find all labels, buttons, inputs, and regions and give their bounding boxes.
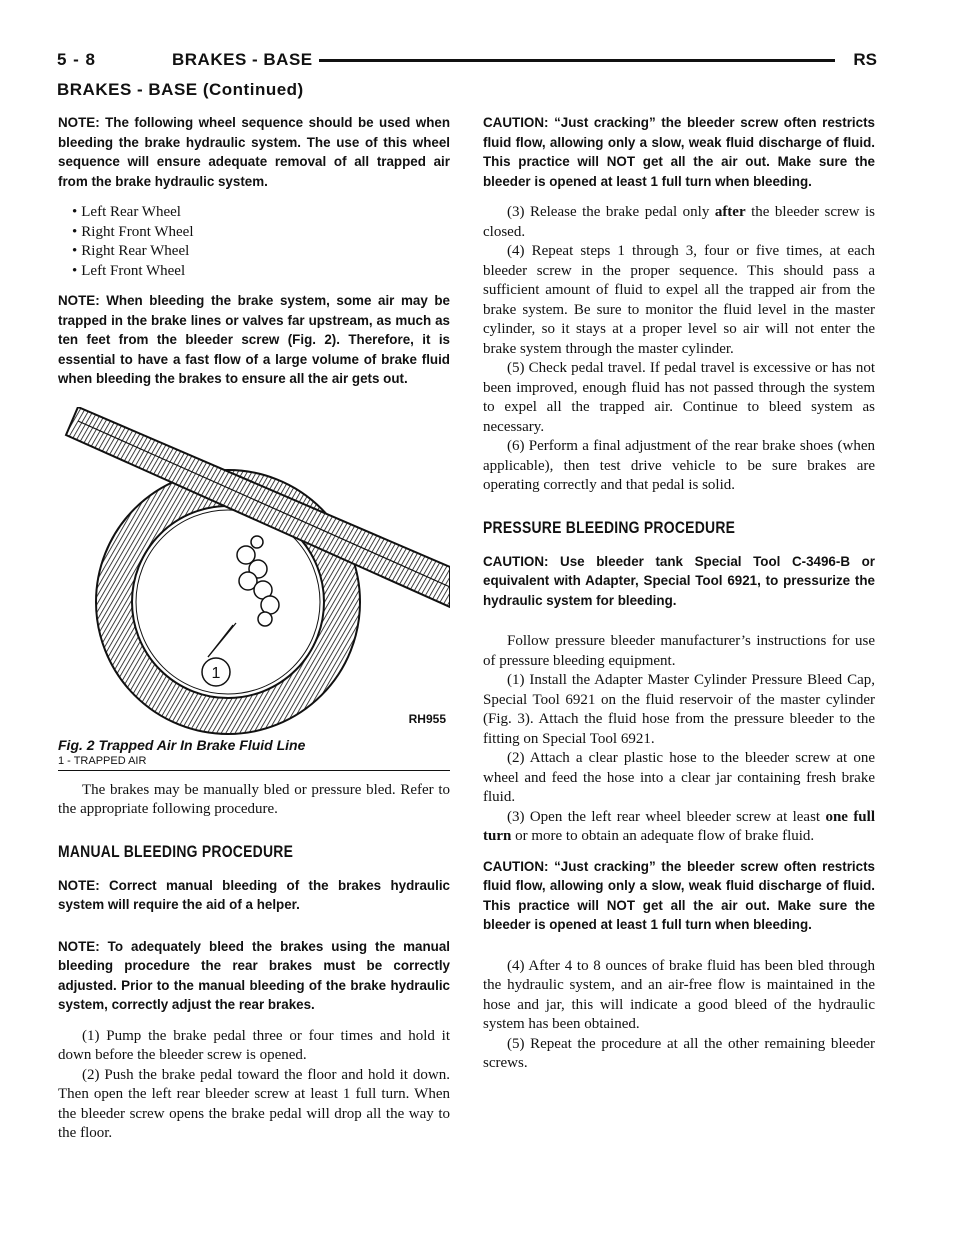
list-item: • Left Front Wheel [72,262,450,282]
figure-caption: Fig. 2 Trapped Air In Brake Fluid Line [58,736,306,753]
manual-step-1: (1) Pump the brake pedal three or four times and hold it down before the bleeder screw is opened. [58,1027,450,1063]
pressure-step-4: (4) After 4 to 8 ounces of brake fluid has been bled through the hydraulic system, and an air-free flow is maintained in the hose and jar, this will indicate a good bleed of the hydraulic system has been obtained. [483,957,875,1032]
manual-step-2: (2) Push the brake pedal toward the floor and hold it down. Then open the left rear bleeder screw at least 1 full turn. When the bleeder screw opens the brake pedal will drop all the way to the floor. [58,1066,450,1141]
caution-bleeder-tank: CAUTION: Use bleeder tank Special Tool C-3496-B or equivalent with Adapter, Special Tool 6921, to pressurize the hydraulic system for bleeding. [483,553,875,608]
caution-just-cracking-2: CAUTION: “Just cracking” the bleeder screw often restricts fluid flow, allowing only a slow, weak fluid discharge of fluid. This practice will NOT get all the air out. Make sure the bleeder is opened at least 1 full turn when bleeding. [483,858,875,932]
note-wheel-sequence: NOTE: The following wheel sequence should be used when bleeding the brake hydraulic system. The use of this wheel sequence will ensure adequate removal of all trapped air from the brake hydraulic system. [58,115,450,189]
list-item: • Left Rear Wheel [72,203,450,223]
figure-divider [58,770,450,771]
pressure-step-2: (2) Attach a clear plastic hose to the bleeder screw at one wheel and feed the hose into a clear jar containing fresh brake fluid. [483,750,875,805]
note-helper: NOTE: Correct manual bleeding of the brakes hydraulic system will require the aid of a helper. [58,877,450,912]
right-column [483,113,875,1074]
wheel-sequence-list [72,203,450,281]
manual-step-4: (4) Repeat steps 1 through 3, four or five times, at each bleeder screw in the proper sequence. This should pass a sufficient amount of fluid to expel all the trapped air from the brake system. Be sure to monitor the fluid level in the master cylinder, so it stays at a proper level so air will not enter the brake system through the master cylinder. [483,243,875,357]
note-trapped-air: NOTE: When bleeding the brake system, some air may be trapped in the brake lines or valves far upstream, as much as ten feet from the bleeder screw (Fig. 2). Therefore, it is essential to have a fast flow of a large volume of brake fluid when bleeding the brakes to ensure all the air gets out. [58,293,450,386]
figure-code: RH955 [408,711,446,726]
header-rule [319,59,835,62]
pressure-step-1: (1) Install the Adapter Master Cylinder Pressure Bleed Cap, Special Tool 6921 on the fluid reservoir of the master cylinder (Fig. 3). Attach the fluid hose from the pressure bleeder to the fitting on Special Tool 6921. [483,672,875,747]
manual-step-3: (3) Release the brake pedal only after the bleeder screw is closed. [483,204,875,240]
caution-just-cracking: CAUTION: “Just cracking” the bleeder screw often restricts fluid flow, allowing only a slow, weak fluid discharge of fluid. This practice will NOT get all the air out. Make sure the bleeder is opened at least 1 full turn when bleeding. [483,115,875,189]
manual-bleeding-heading: MANUAL BLEEDING PROCEDURE [58,841,294,861]
model-code: RS [853,50,877,69]
page-header [57,48,877,74]
note-adjust-rear-brakes: NOTE: To adequately bleed the brakes using the manual bleeding procedure the rear brakes must be correctly adjusted. Prior to the manual bleeding of the brake hydraulic system, correctly adjust the rear brakes. [58,938,450,1012]
left-column [58,113,450,1144]
pressure-step-5: (5) Repeat the procedure at all the other remaining bleeder screws. [483,1035,875,1071]
figure-callout-number: 1 [211,664,221,682]
list-item: • Right Rear Wheel [72,242,450,262]
continued-heading: BRAKES - BASE (Continued) [57,80,304,99]
figure-legend: 1 - TRAPPED AIR [58,754,147,767]
section-title: BRAKES - BASE [172,50,313,69]
intro-paragraph: The brakes may be manually bled or pressure bled. Refer to the appropriate following procedure. [58,781,450,817]
follow-instructions: Follow pressure bleeder manufacturer’s instructions for use of pressure bleeding equipment. [483,633,875,669]
pressure-bleeding-heading: PRESSURE BLEEDING PROCEDURE [483,517,736,537]
brake-line-illustration [58,407,450,737]
manual-step-5: (5) Check pedal travel. If pedal travel is excessive or has not been improved, enough fluid has not passed through the system to expel all the trapped air. Continue to bleed system as necessary. [483,360,875,435]
page-number: 5 - 8 [57,50,97,69]
list-item: • Right Front Wheel [72,223,450,243]
manual-step-6: (6) Perform a final adjustment of the rear brake shoes (when applicable), then test drive vehicle to be sure brakes are operating correctly and that pedal is solid. [483,438,875,493]
figure-trapped-air [58,407,450,737]
pressure-step-3: (3) Open the left rear wheel bleeder screw at least one full turn or more to obtain an adequate flow of brake fluid. [483,808,875,844]
